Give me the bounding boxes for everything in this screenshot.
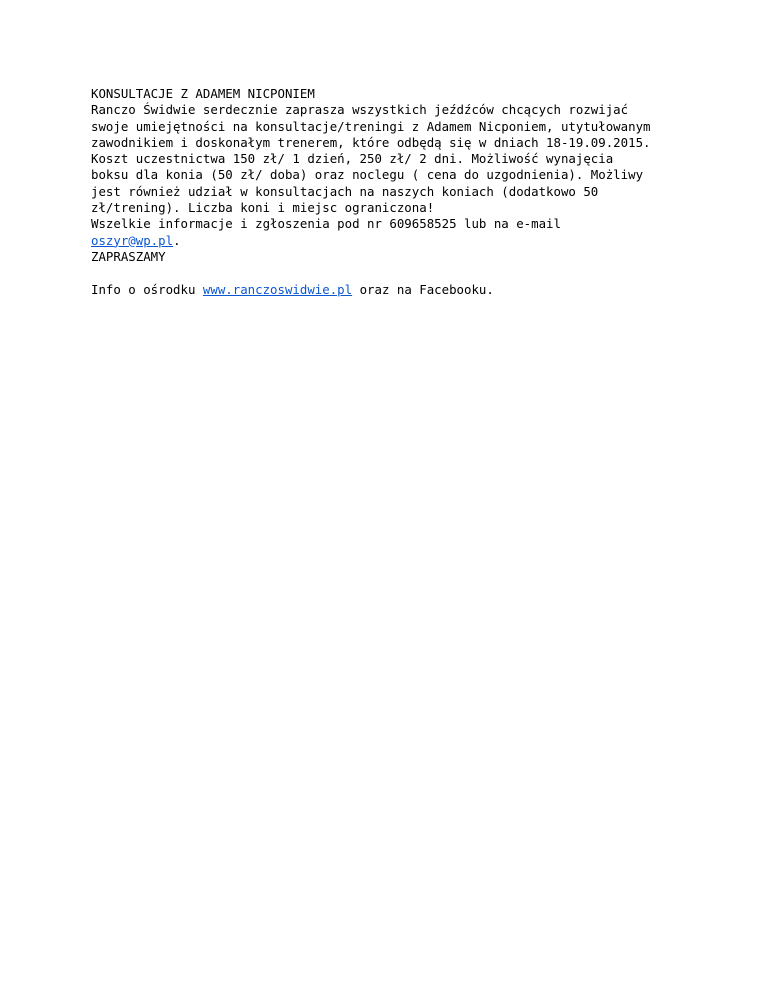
document-body <box>91 86 691 298</box>
info-line <box>91 282 691 298</box>
body-line: jest również udział w konsultacjach na naszych koniach (dodatkowo 50 <box>91 183 599 199</box>
info-suffix: oraz na Facebooku. <box>352 281 494 297</box>
email-trailing-period: . <box>173 232 181 248</box>
body-line: Wszelkie informacje i zgłoszenia pod nr 609658525 lub na e-mail <box>91 216 561 232</box>
document-title: KONSULTACJE Z ADAMEM NICPONIEM <box>91 86 315 101</box>
body-line: zawodnikiem i doskonałym trenerem, które odbędą się w dniach 18-19.09.2015. <box>91 134 651 150</box>
info-prefix: Info o ośrodku <box>91 281 203 297</box>
body-line: boksu dla konia (50 zł/ doba) oraz noclegu ( cena do uzgodnienia). Możliwy <box>91 167 644 183</box>
email-link[interactable]: oszyr@wp.pl <box>91 232 174 248</box>
email-line <box>91 233 691 249</box>
body-line: zł/trening). Liczba koni i miejsc ograniczona! <box>91 200 435 216</box>
body-line: swoje umiejętności na konsultacje/treningi z Adamem Nicponiem, utytułowanym <box>91 118 651 134</box>
closing-text: ZAPRASZAMY <box>91 248 166 264</box>
body-line: Ranczo Świdwie serdecznie zaprasza wszystkich jeźdźców chcących rozwijać <box>91 102 629 118</box>
body-line: Koszt uczestnictwa 150 zł/ 1 dzień, 250 zł/ 2 dni. Możliwość wynajęcia <box>91 151 614 167</box>
website-link[interactable]: www.ranczoswidwie.pl <box>202 281 353 297</box>
blank-line <box>91 265 691 281</box>
